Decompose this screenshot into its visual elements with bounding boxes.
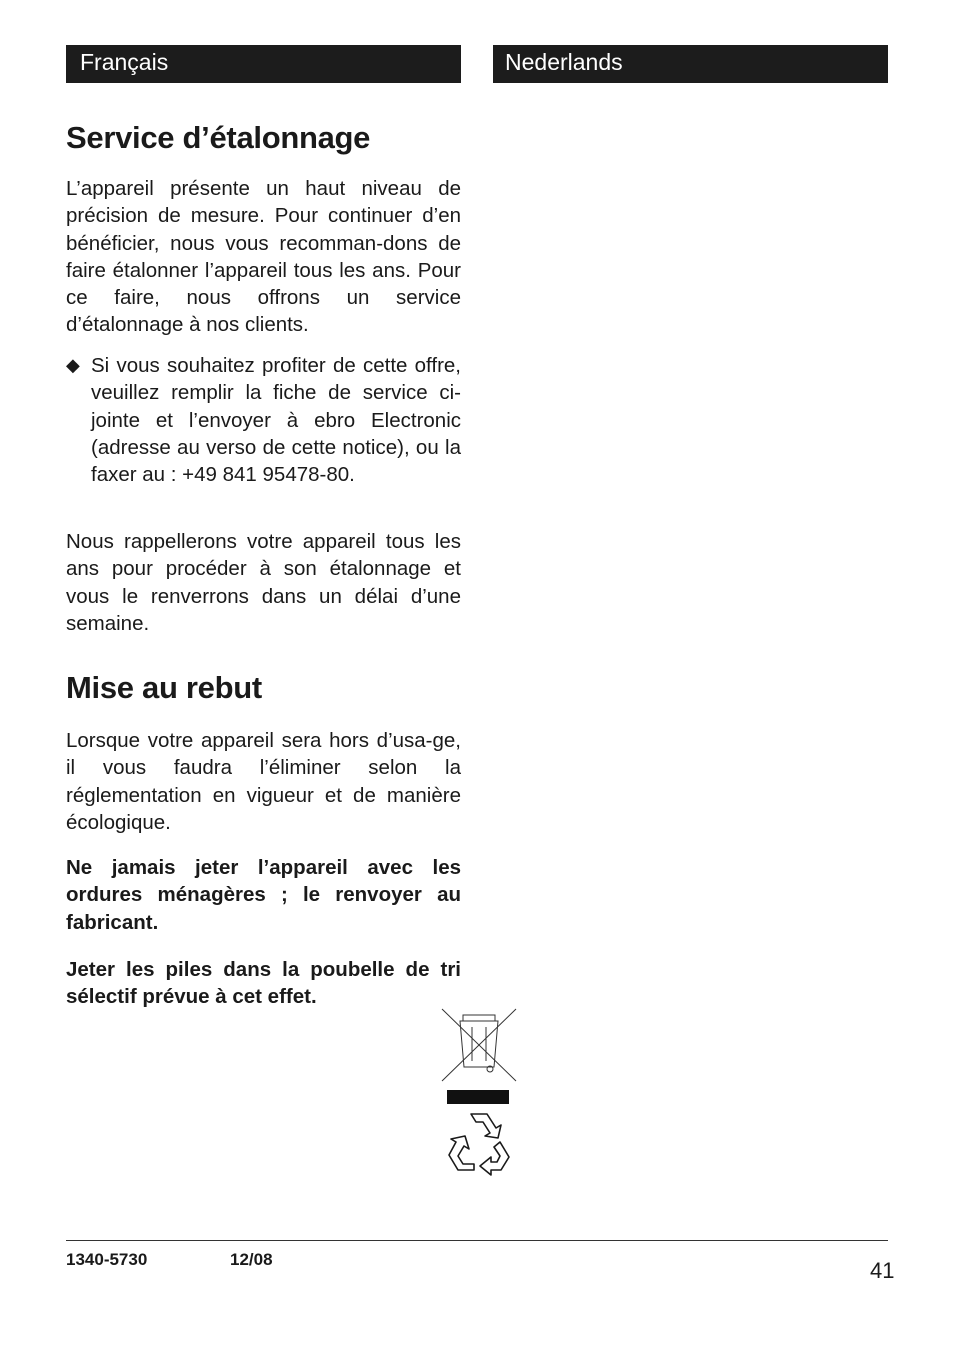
- document-date: 12/08: [230, 1250, 273, 1269]
- diamond-bullet-icon: ◆: [66, 355, 80, 375]
- language-label-dutch: Nederlands: [493, 45, 888, 83]
- calibration-body: [66, 175, 461, 339]
- disposal-paragraph: Lorsque votre appareil sera hors d’usa-ge, il vous faudra l’éliminer selon la réglementation en vigueur et de manière écologique.: [66, 729, 461, 834]
- calibration-title: Service d’étalonnage: [66, 120, 371, 155]
- calibration-paragraph-2: Nous rappellerons votre appareil tous les ans pour procéder à son étalonnage et vous le renverrons dans un délai d’une semaine.: [66, 530, 461, 635]
- disposal-warning: [66, 854, 461, 936]
- calibration-paragraph: L’appareil présente un haut niveau de précision de mesure. Pour continuer d’en bénéficier, nous vous recomman-dons de faire étalonner l’appareil tous les ans. Pour ce faire, nous offrons un service d’étalonnage à nos clients.: [66, 177, 461, 337]
- calibration-followup: [66, 528, 461, 637]
- black-bar: [447, 1090, 509, 1104]
- footer-divider: [66, 1240, 888, 1241]
- disposal-warning-device: Ne jamais jeter l’appareil avec les ordures ménagères ; le renvoyer au fabricant.: [66, 856, 461, 934]
- document-number: 1340-5730: [66, 1250, 148, 1269]
- calibration-section: [66, 120, 461, 156]
- disposal-title: Mise au rebut: [66, 670, 262, 705]
- page-number: 41: [870, 1258, 895, 1283]
- calibration-bullet: [66, 352, 461, 488]
- calibration-bullet-text: Si vous souhaitez profiter de cette offre, veuillez remplir la fiche de service ci-jointe et l’envoyer à ebro Electronic (adresse au verso de cette notice), ou la faxer au : +49 841 95478-80.: [91, 354, 461, 487]
- disposal-section: [66, 670, 461, 706]
- recycle-icon: [438, 1108, 520, 1178]
- disposal-body: [66, 727, 461, 836]
- language-label-french: Français: [66, 45, 461, 83]
- disposal-warning-batteries: Jeter les piles dans la poubelle de tri sélectif prévue à cet effet.: [66, 958, 461, 1009]
- disposal-batteries: [66, 956, 461, 1011]
- crossed-bin-icon: [438, 1005, 520, 1085]
- disposal-icons: [438, 1005, 520, 1183]
